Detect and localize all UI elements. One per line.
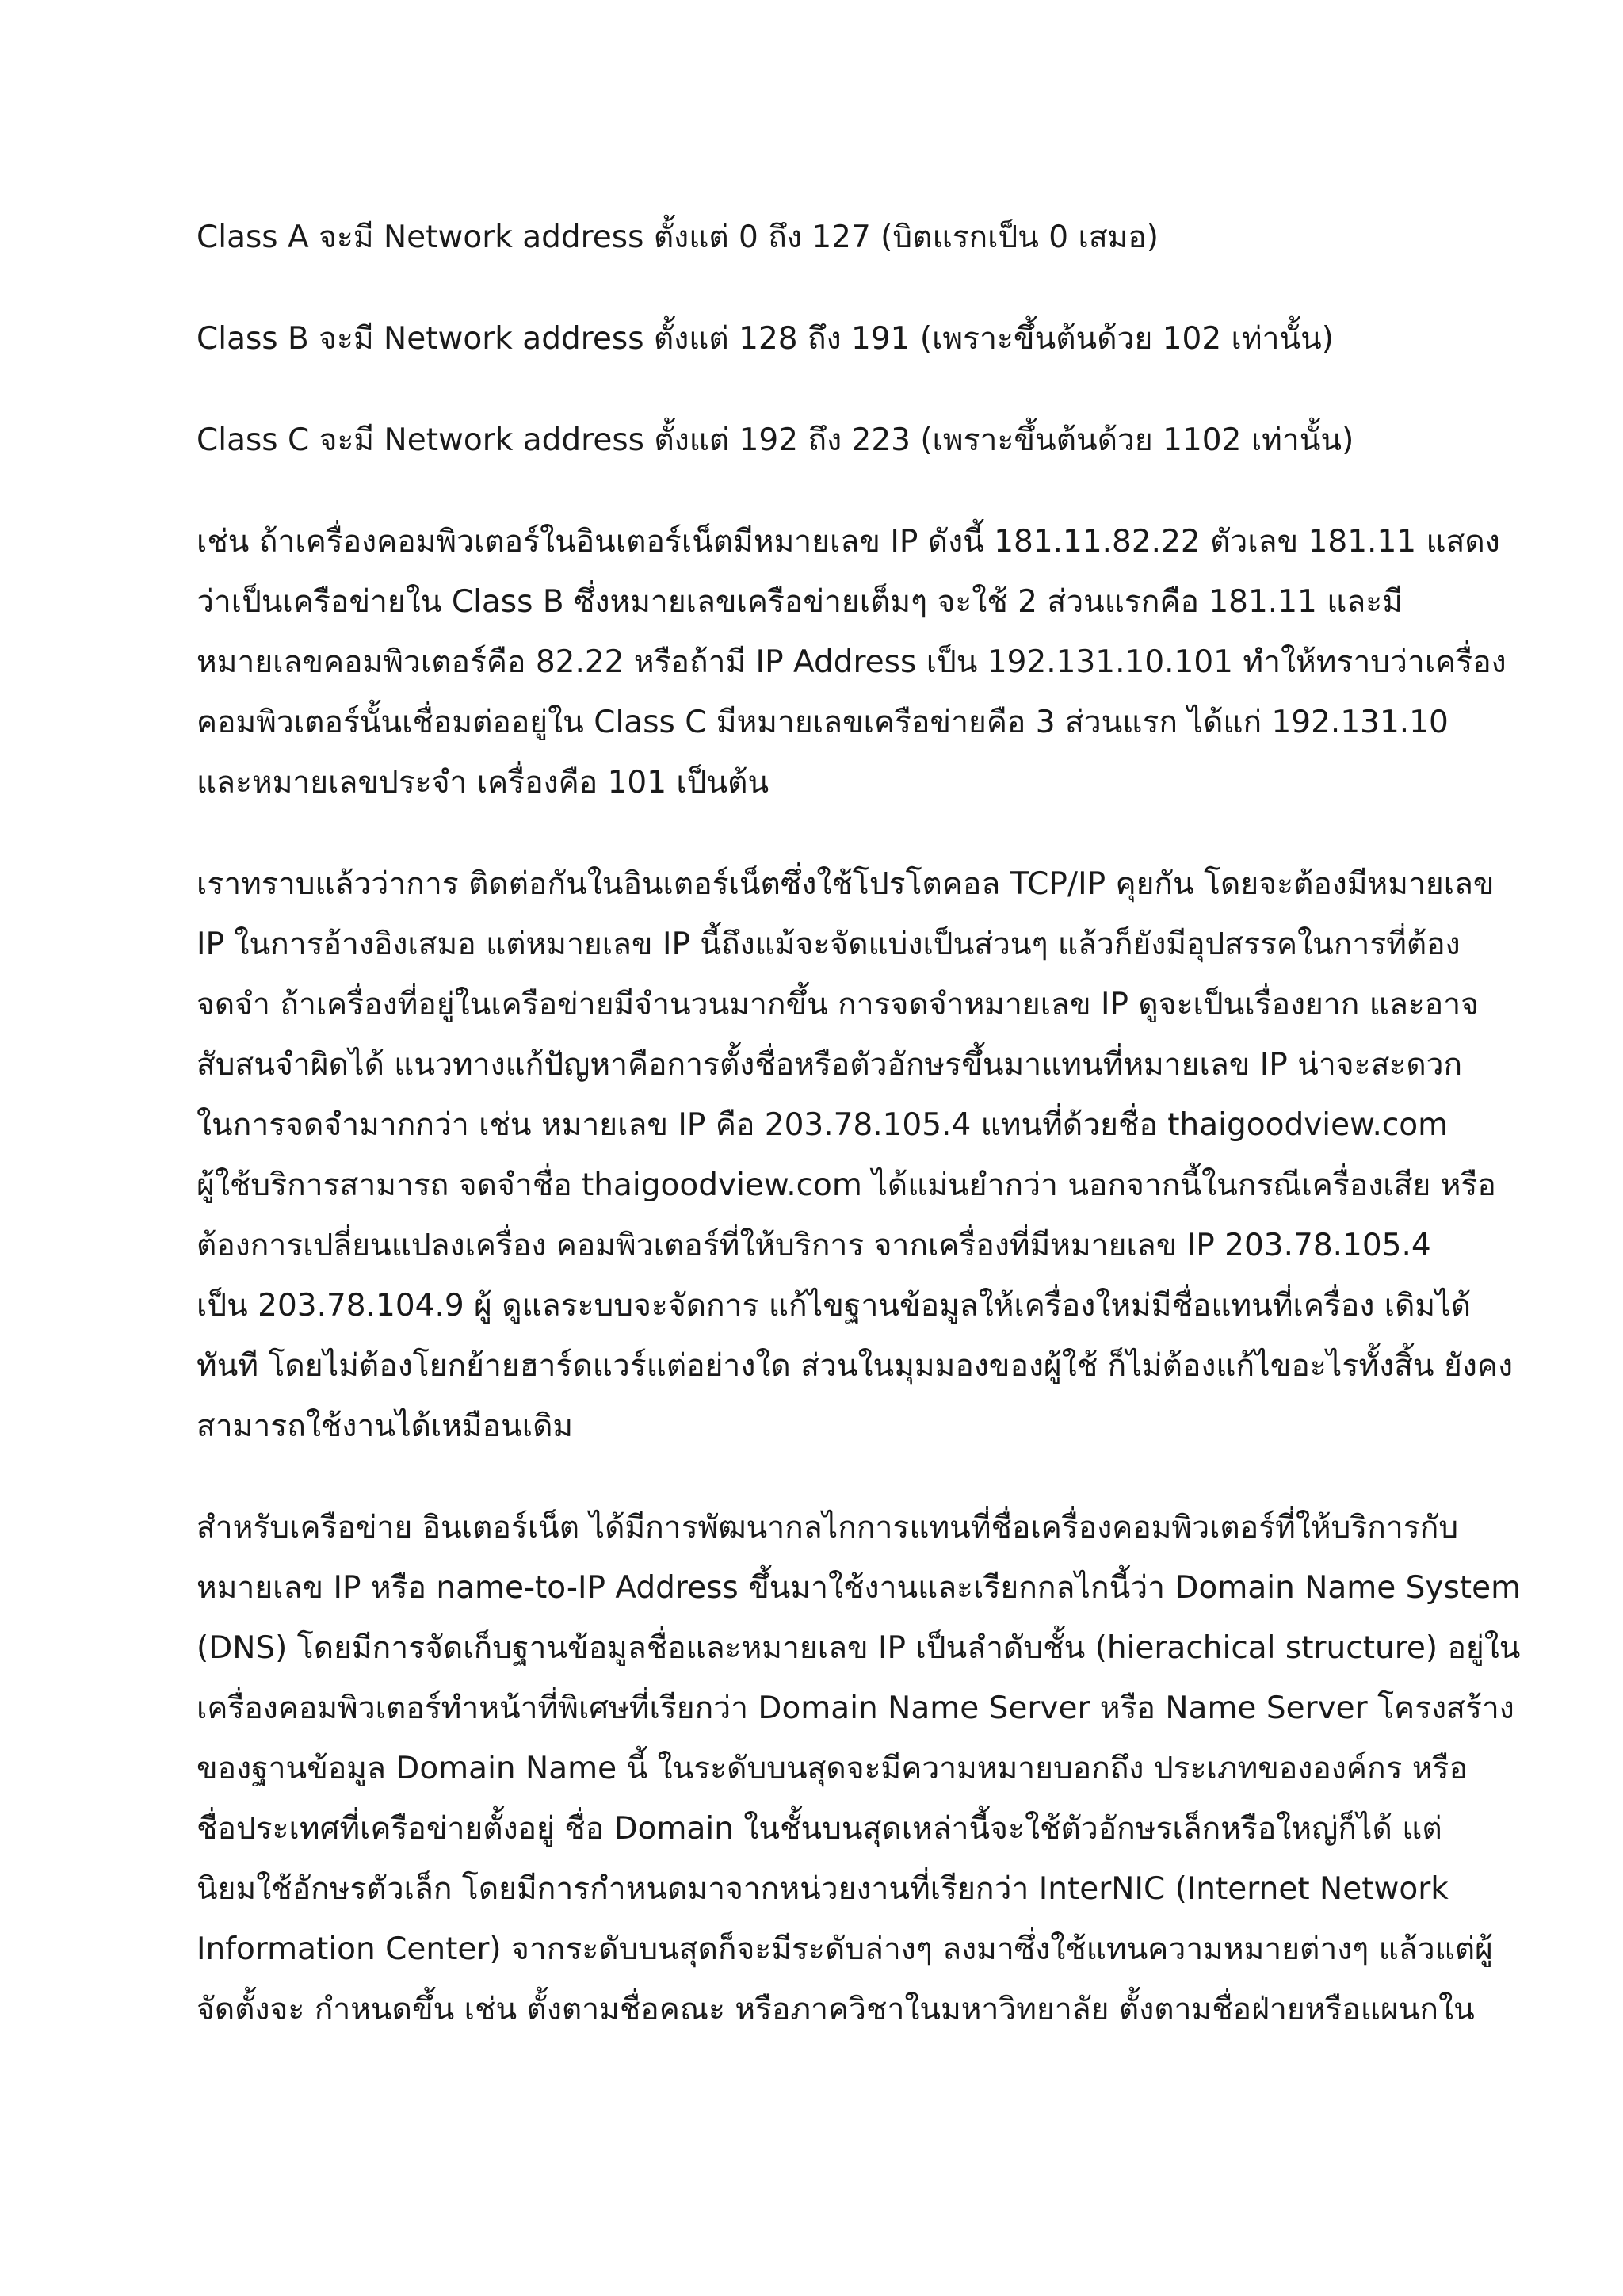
paragraph-line: จัดตั้งจะ กำหนดขึ้น เช่น ตั้งตามชื่อคณะ หรือภาควิชาในมหาวิทยาลัย ตั้งตามชื่อฝ่ายหรือแผนกใน — [197, 1992, 1475, 2027]
paragraph-line: คอมพิวเตอร์นั้นเชื่อมต่ออยู่ใน Class C มีหมายเลขเครือข่ายคือ 3 ส่วนแรก ได้แก่ 192.131.10 — [197, 705, 1449, 740]
class-a-line — [197, 208, 1426, 268]
ip-class-list — [197, 208, 1426, 471]
class-c-line — [197, 411, 1426, 471]
paragraph-line: สำหรับเครือข่าย อินเตอร์เน็ต ได้มีการพัฒนากลไกการแทนที่ชื่อเครื่องคอมพิวเตอร์ที่ให้บริการกับ — [197, 1510, 1459, 1545]
paragraph-line: (DNS) โดยมีการจัดเก็บฐานข้อมูลชื่อและหมายเลข IP เป็นลำดับชั้น (hierachical structure) อยู่ใน — [197, 1630, 1521, 1666]
paragraph-line: ในการจดจำมากกว่า เช่น หมายเลข IP คือ 203.78.105.4 แทนที่ด้วยชื่อ thaigoodview.com — [197, 1107, 1449, 1143]
paragraph-line: เช่น ถ้าเครื่องคอมพิวเตอร์ในอินเตอร์เน็ตมีหมายเลข IP ดังนี้ 181.11.82.22 ตัวเลข 181.11 แสดง — [197, 524, 1500, 560]
paragraph-line: ผู้ใช้บริการสามารถ จดจำชื่อ thaigoodview.com ได้แม่นยำกว่า นอกจากนี้ในกรณีเครื่องเสีย หรือ — [197, 1167, 1496, 1203]
paragraph-line: สับสนจำผิดได้ แนวทางแก้ปัญหาคือการตั้งชื่อหรือตัวอักษรขึ้นมาแทนที่หมายเลข IP น่าจะสะดวก — [197, 1047, 1463, 1083]
paragraph-ip-example — [197, 512, 1507, 813]
paragraph-gap — [197, 813, 1426, 854]
paragraph-line: Information Center) จากระดับบนสุดก็จะมีระดับล่างๆ ลงมาซึ่งใช้แทนความหมายต่างๆ แล้วแต่ผู้ — [197, 1931, 1493, 1967]
paragraph-dns — [197, 1498, 1522, 2040]
paragraph-line: เครื่องคอมพิวเตอร์ทำหน้าที่พิเศษที่เรียกว่า Domain Name Server หรือ Name Server โครงสร้าง — [197, 1690, 1514, 1726]
paragraph-line: นิยมใช้อักษรตัวเล็ก โดยมีการกำหนดมาจากหน่วยงานที่เรียกว่า InterNIC (Internet Network — [197, 1871, 1449, 1907]
class-c-text: Class C จะมี Network address ตั้งแต่ 192 ถึง 223 (เพราะขึ้นต้นด้วย 1102 เท่านั้น) — [197, 422, 1354, 458]
paragraph-line: และหมายเลขประจำ เครื่องคือ 101 เป็นต้น — [197, 765, 769, 800]
paragraph-gap — [197, 1457, 1426, 1498]
class-b-text: Class B จะมี Network address ตั้งแต่ 128 ถึง 191 (เพราะขึ้นต้นด้วย 102 เท่านั้น) — [197, 321, 1335, 357]
paragraph-line: หมายเลขคอมพิวเตอร์คือ 82.22 หรือถ้ามี IP Address เป็น 192.131.10.101 ทำให้ทราบว่าเครื่อง — [197, 644, 1507, 680]
paragraph-line: IP ในการอ้างอิงเสมอ แต่หมายเลข IP นี้ถึงแม้จะจัดแบ่งเป็นส่วนๆ แล้วก็ยังมีอุปสรรคในการที่ต้อง — [197, 926, 1461, 962]
paragraph-line: ต้องการเปลี่ยนแปลงเครื่อง คอมพิวเตอร์ที่ให้บริการ จากเครื่องที่มีหมายเลข IP 203.78.105.4 — [197, 1228, 1431, 1263]
paragraph-line: จดจำ ถ้าเครื่องที่อยู่ในเครือข่ายมีจำนวนมากขึ้น การจดจำหมายเลข IP ดูจะเป็นเรื่องยาก และอาจ — [197, 987, 1479, 1022]
paragraph-line: หมายเลข IP หรือ name-to-IP Address ขึ้นมาใช้งานและเรียกกลไกนี้ว่า Domain Name System — [197, 1570, 1522, 1606]
paragraph-line: เราทราบแล้วว่าการ ติดต่อกันในอินเตอร์เน็ตซึ่งใช้โปรโตคอล TCP/IP คุยกัน โดยจะต้องมีหมายเลข — [197, 866, 1495, 902]
paragraph-line: ของฐานข้อมูล Domain Name นี้ ในระดับบนสุดจะมีความหมายบอกถึง ประเภทขององค์กร หรือ — [197, 1751, 1468, 1786]
paragraph-line: ทันที โดยไม่ต้องโยกย้ายฮาร์ดแวร์แต่อย่างใด ส่วนในมุมมองของผู้ใช้ ก็ไม่ต้องแก้ไขอะไรทั้งสิ้น ยังคง — [197, 1348, 1514, 1384]
paragraph-line: สามารถใช้งานได้เหมือนเดิม — [197, 1408, 574, 1444]
paragraph-domain-names — [197, 854, 1514, 1457]
class-b-line — [197, 309, 1426, 369]
paragraph-line: เป็น 203.78.104.9 ผู้ ดูแลระบบจะจัดการ แก้ไขฐานข้อมูลให้เครื่องใหม่มีชื่อแทนที่เครื่อง เดิมได้ — [197, 1288, 1472, 1324]
paragraph-line: ว่าเป็นเครือข่ายใน Class B ซึ่งหมายเลขเครือข่ายเต็มๆ จะใช้ 2 ส่วนแรกคือ 181.11 และมี — [197, 584, 1403, 620]
paragraph-line: ชื่อประเทศที่เครือข่ายตั้งอยู่ ชื่อ Domain ในชั้นบนสุดเหล่านี้จะใช้ตัวอักษรเล็กหรือใหญ่ก็ได้ แต่ — [197, 1811, 1442, 1847]
class-a-text: Class A จะมี Network address ตั้งแต่ 0 ถึง 127 (บิตแรกเป็น 0 เสมอ) — [197, 220, 1159, 255]
